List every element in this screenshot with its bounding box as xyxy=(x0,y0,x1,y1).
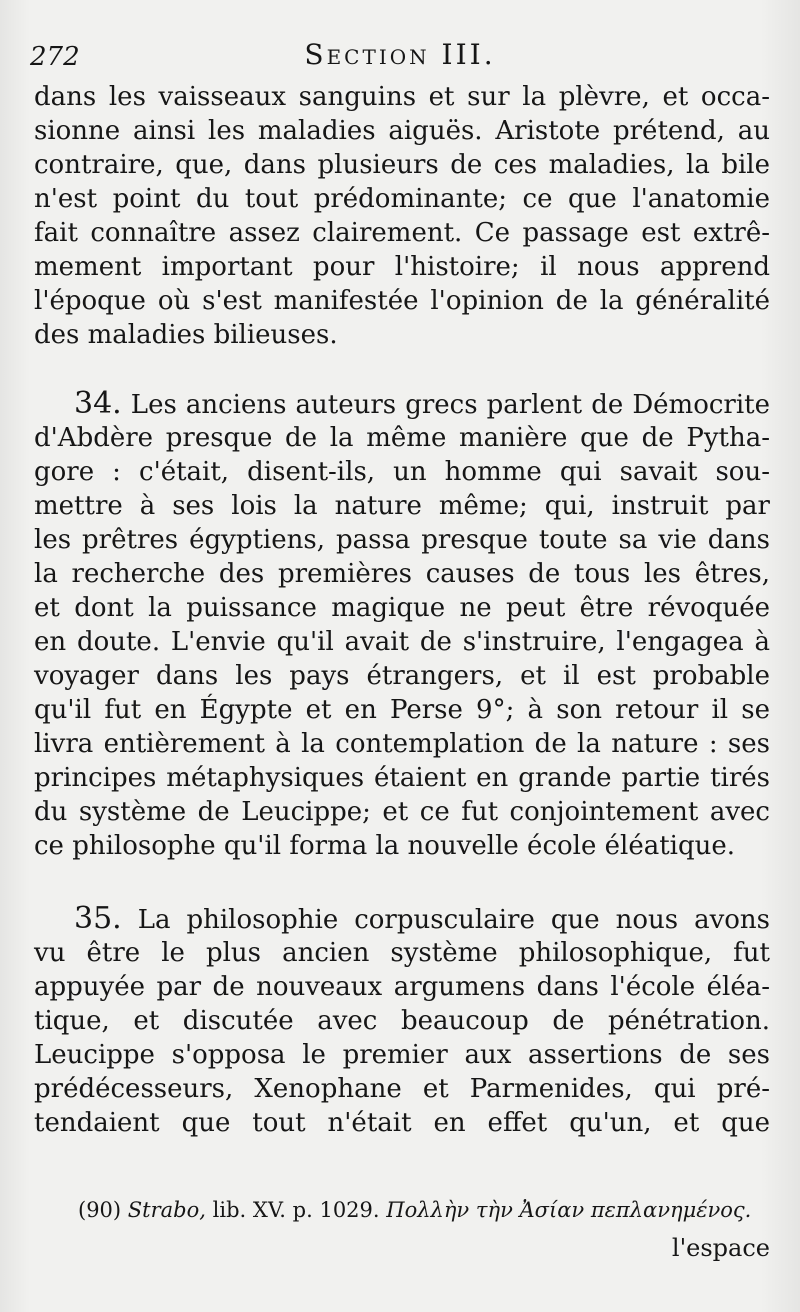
text-line: appuyée par de nouveaux argumens dans l'école éléa- xyxy=(34,972,770,1002)
text-line: mement important pour l'histoire; il nous apprend xyxy=(34,252,770,282)
running-head: Section III. xyxy=(304,38,496,71)
text-line: prédécesseurs, Xenophane et Parmenides, qui pré- xyxy=(34,1074,770,1104)
text-line: sionne ainsi les maladies aiguës. Aristote prétend, au xyxy=(34,116,770,146)
text-line: dans les vaisseaux sanguins et sur la plèvre, et occa- xyxy=(34,82,770,112)
paragraph-number: 35. xyxy=(74,901,122,936)
text-line: l'époque où s'est manifestée l'opinion de la généralité xyxy=(34,286,770,316)
text-line: tique, et discutée avec beaucoup de pénétration. xyxy=(34,1006,770,1036)
page-header xyxy=(30,38,770,78)
text-line: tendaient que tout n'était en effet qu'un, et que xyxy=(34,1108,770,1138)
text-line: gore : c'était, disent-ils, un homme qui savait sou- xyxy=(34,457,770,487)
text-line: voyager dans les pays étrangers, et il est probable xyxy=(34,661,770,691)
footnote-greek-quote: Πολλὴν τὴν Ἀσίαν πεπλανημένος. xyxy=(386,1198,752,1222)
text-line: et dont la puissance magique ne peut être révoquée xyxy=(34,593,770,623)
footnote-citation: lib. XV. p. 1029. xyxy=(212,1198,380,1222)
text-line: Leucippe s'opposa le premier aux assertions de ses xyxy=(34,1040,770,1070)
footnote-source: Strabo, xyxy=(127,1198,206,1222)
text-line xyxy=(34,387,770,421)
text-line: fait connaître assez clairement. Ce passage est extrê- xyxy=(34,218,770,248)
text-line: qu'il fut en Égypte et en Perse 9°; à son retour il se xyxy=(34,695,770,725)
catchword: l'espace xyxy=(671,1234,770,1262)
text-line: les prêtres égyptiens, passa presque toute sa vie dans xyxy=(34,525,770,555)
text-line: contraire, que, dans plusieurs de ces maladies, la bile xyxy=(34,150,770,180)
text-line xyxy=(34,902,770,936)
text-line: du système de Leucippe; et ce fut conjointement avec xyxy=(34,797,770,827)
page-number: 272 xyxy=(30,42,80,72)
text-line: vu être le plus ancien système philosophique, fut xyxy=(34,938,770,968)
text-line: livra entièrement à la contemplation de la nature : ses xyxy=(34,729,770,759)
line-text: Les anciens auteurs grecs parlent de Démocrite xyxy=(130,390,770,420)
text-line: d'Abdère presque de la même manière que de Pytha- xyxy=(34,423,770,453)
footnote-marker: (90) xyxy=(78,1198,122,1222)
body-text xyxy=(34,80,770,1140)
text-line: mettre à ses lois la nature même; qui, instruit par xyxy=(34,491,770,521)
text-line: principes métaphysiques étaient en grande partie tirés xyxy=(34,763,770,793)
paragraph-gap xyxy=(34,352,770,387)
paragraph-gap xyxy=(34,863,770,902)
text-line: n'est point du tout prédominante; ce que l'anatomie xyxy=(34,184,770,214)
footnote xyxy=(78,1196,768,1224)
text-line: des maladies bilieuses. xyxy=(34,320,338,350)
text-line: ce philosophe qu'il forma la nouvelle école éléatique. xyxy=(34,831,736,861)
text-line: la recherche des premières causes de tous les êtres, xyxy=(34,559,770,589)
paragraph-number: 34. xyxy=(74,386,122,421)
text-line: en doute. L'envie qu'il avait de s'instruire, l'engagea à xyxy=(34,627,770,657)
line-text: La philosophie corpusculaire que nous avons xyxy=(137,905,771,935)
